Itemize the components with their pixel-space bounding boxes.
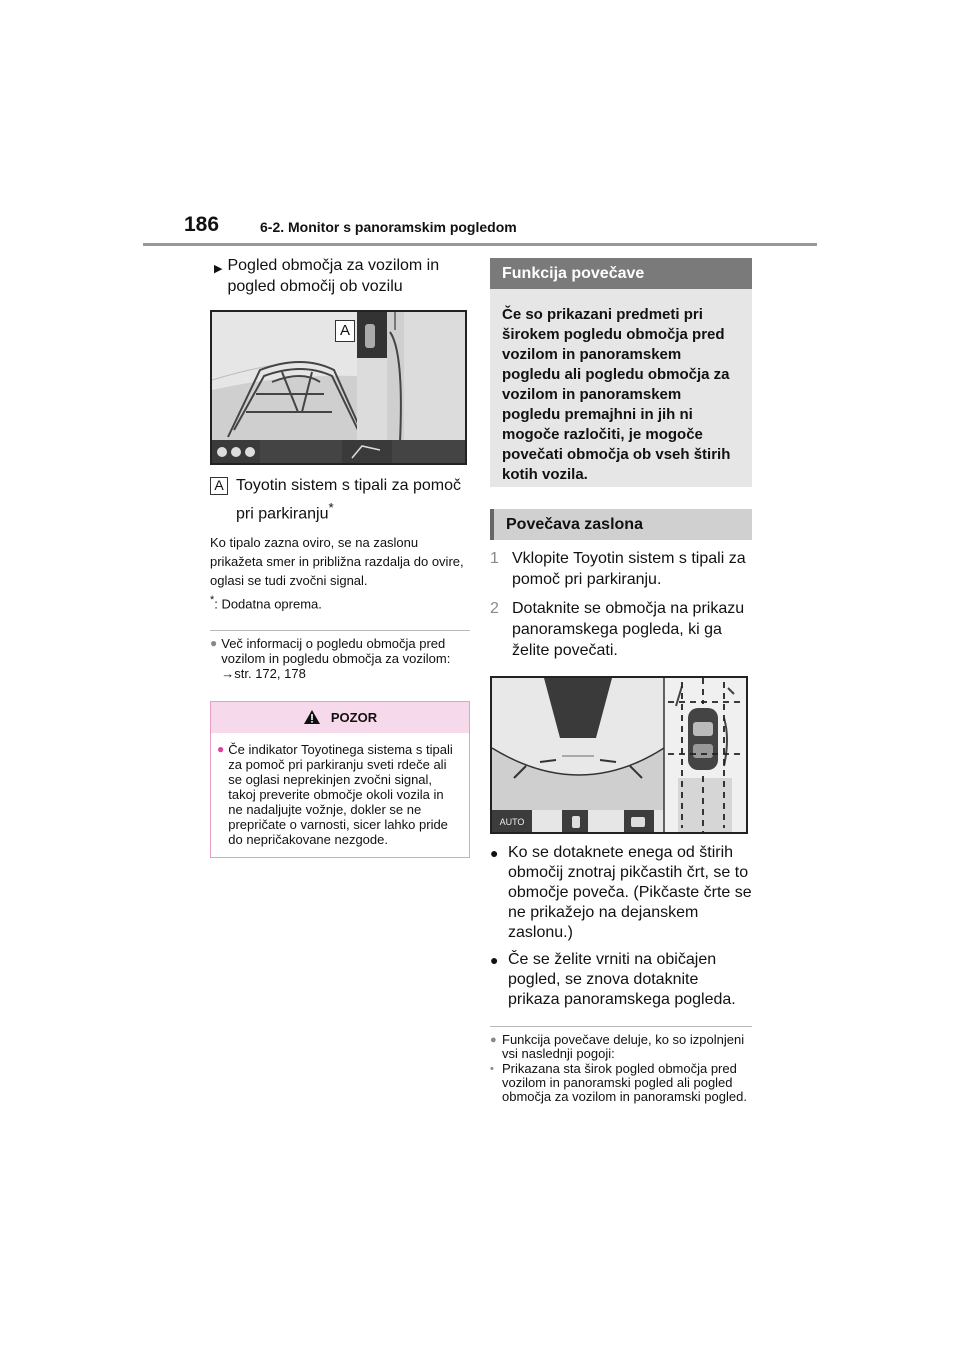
list-item-text: Ko se dotaknete enega od štirih območij znotraj pikčastih črt, se to območje poveča. (Pikčaste črte se ne prikažejo na dejanskem zaslonu.) [508, 844, 752, 941]
left-column [210, 255, 470, 858]
sensor-description: Ko tipalo zazna oviro, se na zaslonu prikažeta smer in približna razdalja do ovire, oglasi se tudi zvočni signal. [210, 535, 464, 589]
caution-body [211, 733, 469, 857]
callout-star: * [328, 500, 334, 515]
footnote-star: * [210, 594, 215, 607]
callout-text-wrap [236, 475, 470, 525]
small-bullet-icon: • [490, 1063, 494, 1075]
subheading [210, 255, 470, 297]
note-condition-text: Prikazana sta širok pogled območja pred vozilom in panoramski pogled ali pogled območja za vozilom in panoramski pogled. [502, 1061, 747, 1104]
info-note-text: Več informacij o pogledu območja pred vozilom in pogledu območja za vozilom: →str. 172, 178 [221, 635, 451, 681]
note-intro-text: Funkcija povečave deluje, ko so izpolnjeni vsi naslednji pogoji: [502, 1032, 745, 1061]
auto-label: AUTO [499, 817, 525, 827]
callout-letter: A [210, 477, 228, 495]
step-2 [490, 598, 752, 661]
page-number: 186 [184, 213, 220, 236]
callout-text: Toyotin sistem s tipali za pomoč pri parkiranju [236, 477, 461, 523]
panoramic-screen-illustration [490, 676, 748, 834]
caution-text: Če indikator Toyotinega sistema s tipali za pomoč pri parkiranju sveti rdeče ali se oglasi neprekinjen zvočni signal, takoj preverite območje okoli vozila in ne nadaljujte vožnje, dokler se ne prepričate o varnosti, sicer lahko pride do nepričakovane nezgode. [228, 741, 453, 847]
divider [210, 630, 470, 631]
arrow-icon: ▶ [214, 263, 223, 275]
list-item [490, 950, 752, 1010]
callout-description [210, 475, 470, 525]
step-text: Vklopite Toyotin sistem s tipali za pomoč pri parkiranju. [512, 550, 746, 588]
step-number: 1 [490, 550, 499, 567]
auto-mode-button[interactable] [494, 813, 530, 831]
screen-callout-label: A [335, 320, 355, 342]
zoom-conditions-note [490, 1033, 752, 1104]
caution-box [210, 701, 470, 858]
header-rule [143, 243, 817, 246]
caution-title: POZOR [330, 709, 378, 725]
panoramic-view-illustration [492, 678, 746, 832]
step-1 [490, 548, 752, 590]
divider [490, 1026, 752, 1027]
bullet-icon: ● [490, 952, 499, 968]
zoom-intro-box: Če so prikazani predmeti pri širokem pogledu območja pred vozilom in panoramskem pogledu ali pogledu območja za vozilom in panoramskem pogledu premajhni in jih ni mogoče razločiti, je mogoče povečati območja ob vseh štirih kotih vozila. [490, 289, 752, 487]
right-column [490, 258, 752, 1104]
step-text: Dotaknite se območja na prikazu panoramskega pogleda, ki ga želite povečati. [512, 600, 745, 659]
bullet-icon: ● [210, 635, 218, 650]
subheading-text: Pogled območja za vozilom in pogled območij ob vozilu [227, 257, 440, 295]
list-item [490, 843, 752, 943]
step-number: 2 [490, 600, 499, 617]
warning-icon [303, 709, 321, 725]
footnote [210, 594, 470, 611]
note-intro [490, 1033, 752, 1061]
footnote-text: : Dodatna oprema. [214, 596, 322, 612]
caution-header [211, 702, 469, 733]
heading-screen-zoom: Povečava zaslona [490, 509, 752, 540]
note-condition [490, 1062, 752, 1104]
info-note [210, 636, 470, 681]
bullet-icon: ● [490, 1034, 497, 1046]
bullet-icon: ● [490, 845, 499, 861]
rear-view-screen-illustration [210, 310, 467, 465]
section-title: 6-2. Monitor s panoramskim pogledom [260, 219, 517, 235]
heading-zoom-function: Funkcija povečave [490, 258, 752, 289]
list-item-text: Če se želite vrniti na običajen pogled, se znova dotaknite prikaza panoramskega pogleda. [508, 951, 736, 1008]
bullet-icon: ● [217, 741, 225, 756]
zoom-bullet-list [490, 843, 752, 1010]
